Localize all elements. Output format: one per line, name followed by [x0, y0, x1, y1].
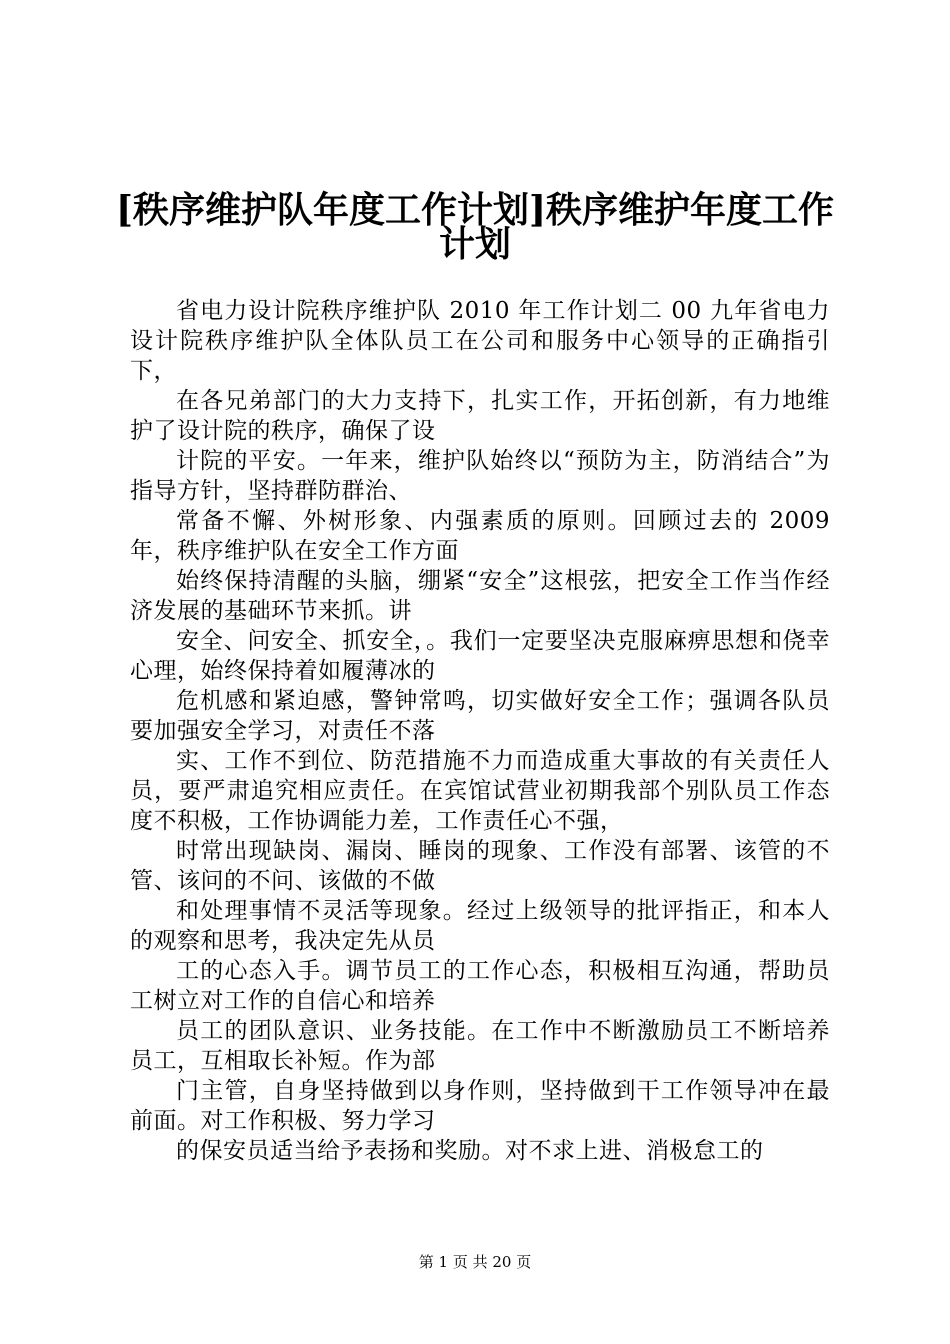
paragraph: 员工的团队意识、业务技能。在工作中不断激励员工不断培养员工，互相取长补短。作为部 [130, 1018, 830, 1074]
paragraph: 省电力设计院秩序维护队 2010 年工作计划二 00 九年省电力设计院秩序维护队全体队员工在公司和服务中心领导的正确指引下， [130, 298, 830, 384]
paragraph: 工的心态入手。调节员工的工作心态，积极相互沟通，帮助员工树立对工作的自信心和培养 [130, 958, 830, 1014]
paragraph: 和处理事情不灵活等现象。经过上级领导的批评指正，和本人的观察和思考，我决定先从员 [130, 898, 830, 954]
paragraph: 安全、问安全、抓安全，。我们一定要坚决克服麻痹思想和侥幸心理，始终保持着如履薄冰的 [130, 628, 830, 684]
paragraph: 始终保持清醒的头脑，绷紧“安全”这根弦，把安全工作当作经济发展的基础环节来抓。讲 [130, 568, 830, 624]
document-body [130, 296, 830, 1166]
paragraph: 常备不懈、外树形象、内强素质的原则。回顾过去的 2009 年，秩序维护队在安全工作方面 [130, 508, 830, 564]
page-number-footer: 第 1 页 共 20 页 [418, 1253, 532, 1271]
paragraph: 门主管，自身坚持做到以身作则，坚持做到干工作领导冲在最前面。对工作积极、努力学习 [130, 1078, 830, 1134]
paragraph: 实、工作不到位、防范措施不力而造成重大事故的有关责任人员，要严肃追究相应责任。在宾馆试营业初期我部个别队员工作态度不积极，工作协调能力差，工作责任心不强， [130, 748, 830, 834]
paragraph: 计院的平安。一年来，维护队始终以“预防为主，防消结合”为指导方针，坚持群防群治、 [130, 448, 830, 504]
document-title-line-1: [秩序维护队年度工作计划]秩序维护年度工作 [115, 189, 835, 231]
paragraph: 在各兄弟部门的大力支持下，扎实工作，开拓创新，有力地维护了设计院的秩序，确保了设 [130, 388, 830, 444]
paragraph: 的保安员适当给予表扬和奖励。对不求上进、消极怠工的 [176, 1138, 764, 1164]
paragraph: 时常出现缺岗、漏岗、睡岗的现象、工作没有部署、该管的不管、该问的不问、该做的不做 [130, 838, 830, 894]
document-title-line-2: 计划 [438, 223, 511, 265]
paragraph: 危机感和紧迫感，警钟常鸣，切实做好安全工作；强调各队员要加强安全学习，对责任不落 [130, 688, 830, 744]
